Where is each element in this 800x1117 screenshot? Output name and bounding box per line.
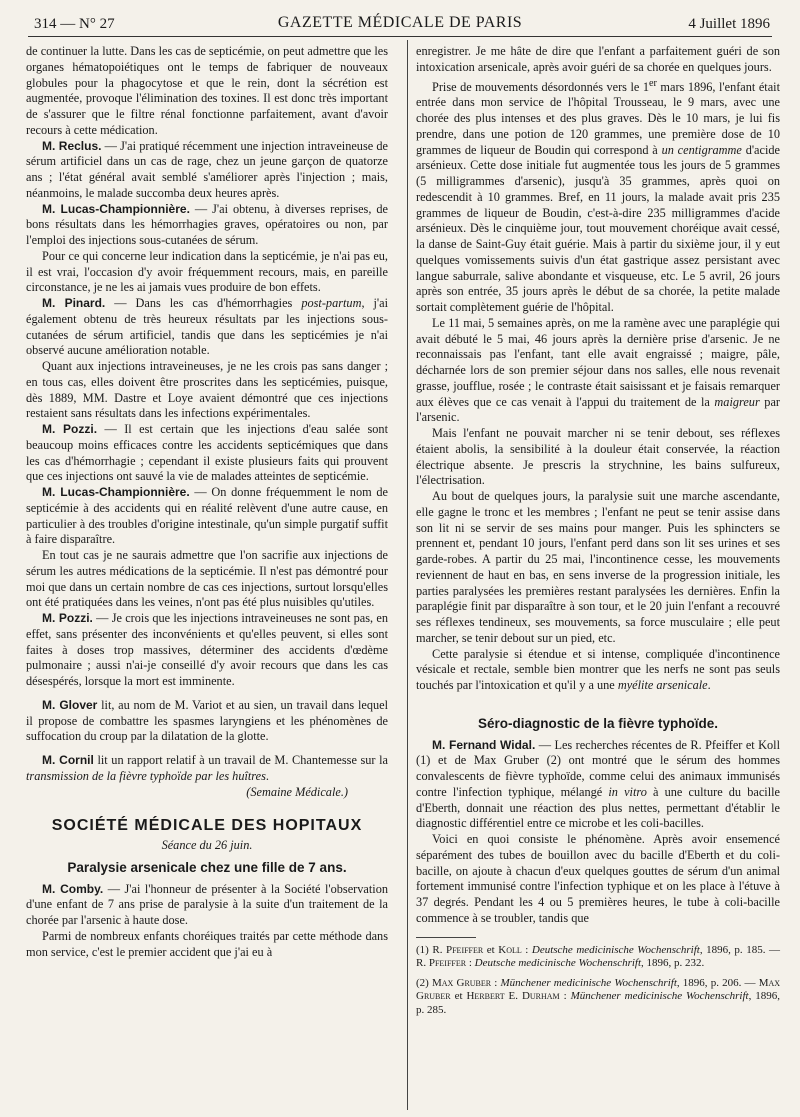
journal-name: Münchener medicinische Wochenschrift [500, 976, 677, 989]
journal-name: Münchener medicinische Wochenschrift [570, 990, 749, 1003]
text-run: Cette paralysie si étendue et si intense, compliquée d'incontinence vésicale et rectale, semble bien montrer que les nerfs ne sont pas seuls touchés par l'intoxication et qu'il y a une [416, 646, 780, 693]
issue-date: 4 Juillet 1896 [688, 16, 770, 32]
speech-text: — Je crois que les injections intraveineuses ne sont pas, en effet, sans présenter des inconvénients et qu'elles peuvent, si elles sont faites à doses trop massives, déterminer des accidents d'œdème pulmonaire ; aussi n'ai-je conseillé d'y avoir recours que dans les cas désespérés, lorsque la mort est imminente. [26, 611, 388, 688]
paragraph: Mais l'enfant ne pouvait marcher ni se tenir debout, ses réflexes étaient abolis, la sensibilité à la douleur était conservée, la réaction électrique absente. Je prescris la strychnine, les bains sulfureux, l'électrisation. [416, 426, 780, 488]
speaker-name: M. Pozzi. [42, 611, 93, 625]
speech-text: — J'ai obtenu, à diverses reprises, de bons résultats dans les hémorrhagies graves, opératoires ou non, par l'emploi des injections sous-cutanées de sérum. [26, 201, 388, 247]
section-heading: SOCIÉTÉ MÉDICALE DES HOPITAUX [51, 817, 363, 835]
paragraph: Au bout de quelques jours, la paralysie suit une marche ascendante, elle gagne le tronc et les membres ; l'enfant ne peut se tenir assise dans son lit ni se servir de ses mains pour manger. Puis les sphincters se prennent et, pendant 10 jours, l'enfant perd dans son lit ses urines et ses garde-robes. A partir du 25 mai, l'incontinence cesse, les mouvements reviennent de haut en bas, en sens inverse de la progression initiale, les parties paralysées les premières restant paralysées les dernières. Enfin la paraplégie finit par disparaître à son tour, et le 20 juin l'enfant a recouvré ses réflexes tendineux, ses mouvements, sa force musculaire ; elle peut marcher, se tenir debout sur un pied, etc. [416, 489, 780, 645]
speech-text: , j'ai également obtenu de très heureux résultats par les injections sous-cutanées de sérum artificiel, tandis que dans les septicémies je n'ai observé aucune amélioration notable. [26, 296, 389, 358]
speech-text: lit, au nom de M. Variot et au sien, un travail dans lequel il propose de combattre les spasmes laryngiens et les phénomènes de suffocation du croup par la dilatation de la glotte. [26, 697, 388, 744]
article-subtitle: Paralysie arsenicale chez une fille de 7 ans. [67, 859, 347, 875]
text-run: et [450, 990, 467, 1003]
footnote [416, 944, 780, 971]
speaker-name: M. Cornil [42, 753, 94, 767]
paragraph: de continuer la lutte. Dans les cas de septicémie, on peut admettre que les organes hématopoiétiques ont le temps de fabriquer de nouveaux globules pour la phagocytose et que le rein, dont la sécrétion est augmentée, provoque l'élimination des toxines. Il est donc très important de s'assurer que le filtre rénal fonctionne parfaitement, avant d'avoir recours à cette médication. [26, 44, 388, 137]
right-column [416, 44, 780, 1017]
paragraph [26, 485, 388, 548]
footnote [416, 977, 780, 1018]
speech-text: — Dans les cas d'hémorrhagies [105, 296, 302, 310]
text-run: : [491, 976, 501, 989]
speaker-name: M. Comby. [42, 881, 104, 896]
speaker-name: M. Pinard. [42, 296, 106, 310]
paragraph [416, 738, 780, 833]
paragraph: enregistrer. Je me hâte de dire que l'enfant a parfaitement guéri de son intoxication arsenicale, après avoir guéri de sa chorée en quelques jours. [416, 44, 780, 74]
emphasis-text: myélite arsenicale [617, 678, 708, 693]
paragraph: Quant aux injections intraveineuses, je ne les crois pas sans danger ; en tous cas, elles doivent être proscrites dans les septicémies, puisque, dès 1889, MM. Dastre et Loye avaient démontré que ces injections restaient sans résultats dans les infections expérimentales. [26, 359, 388, 421]
emphasis-text: post-partum [301, 296, 362, 310]
journal-name: Deutsche medicinische Wochenschrift [531, 943, 700, 956]
text-run: : [521, 943, 532, 956]
page-number: 314 — N° 27 [34, 16, 115, 32]
speech-text: — Les recherches récentes de R. Pfeiffer et Koll (1) et de Max Gruber (2) ont montré que le sérum des hommes convalescents de fièvre typhoïde, comme celui des animaux immunisés contre l'infection typhique, mélangé [416, 737, 780, 799]
journal-title: GAZETTE MÉDICALE DE PARIS [277, 14, 523, 31]
paragraph [26, 698, 388, 745]
text-run: d'acide arsénieux. Cette dose initiale fut augmentée tous les jours de 5 grammes (5 milligrammes d'arsenic), jusqu'à 35 grammes, après quoi on redescendit à 10 grammes. Bref, en 11 jours, la malade avait pris 235 grammes de liqueur de Boudin, c'est-à-dire 235 milligrammes d'acide arsénieux. Dès le cinquième jour, tout mouvement choréique avait cessé, la danse de Saint-Guy était guérie. Mais à partir du sixième jour, il y eut quelques vomissements suivis d'un état gastrique assez persistant avec langue saburrale, salive abondante et visqueuse, etc. Le 5 avril, 26 jours après son entrée, 35 jours après le début de sa chorée, la petite malade sortait complètement guérie de l'hôpital. [416, 142, 780, 315]
paragraph [26, 882, 388, 929]
speech-text: — J'ai pratiqué récemment une injection intraveineuse de sérum artificiel dans un cas de rage, chez un jeune garçon de quatorze ans ; l'état général avait semblé s'améliorer après l'injection ; mais, néanmoins, le malade succomba deux heures après. [26, 138, 388, 200]
speech-text: — J'ai l'honneur de présenter à la Société l'observation d'une enfant de 7 ans prise de paralysie à la suite d'un traitement de la chorée par l'arsenic à haute dose. [26, 881, 388, 927]
footnotes [416, 944, 780, 1018]
text-run: et [483, 943, 499, 956]
page-header [28, 10, 772, 37]
speaker-name: M. Lucas-Championnière. [42, 485, 190, 499]
article-subtitle: Séro-diagnostic de la fièvre typhoïde. [477, 715, 719, 731]
speech-text: . [265, 768, 269, 783]
author-name: Herbert E. Durham [466, 990, 560, 1003]
paragraph [416, 76, 780, 316]
text-run: , 1896, p. 185. — R. [416, 943, 780, 970]
author-name: Koll [498, 943, 522, 956]
speaker-name: M. Reclus. [42, 138, 102, 153]
text-run: . [707, 678, 711, 693]
text-run: mars 1896, l'enfant était entrée dans mon service de l'hôpital Trousseau, le 9 mars, avec une chorée des plus intenses et des plus graves. Dès le 10 mars, je lui fis prendre, dans une potion de 120 grammes, une première dose de 10 grammes de liqueur de Boudin qui correspond à [416, 79, 780, 157]
text-run: par l'arsenic. [416, 394, 780, 425]
author-name: Pfeiffer [445, 943, 484, 956]
text-run: , 1896, p. 285. [416, 990, 781, 1016]
emphasis-text: maigreur [714, 394, 760, 409]
speaker-name: M. Glover [42, 697, 98, 712]
paragraph: Voici en quoi consiste le phénomène. Après avoir ensemencé séparément des tubes de bouillon avec du bacille d'Eberth et du coli-bacille, on ajoute à chacun d'eux quelques gouttes de sérum d'un animal fortement immunisé contre l'infection typhique et on les place à l'étuve à 37 degrés. Pendant les 4 ou 5 premières heures, le tube à coli-bacille commence à se troubler, tandis que [416, 832, 780, 925]
text-run: Prise de mouvements désordonnés vers le 1 [432, 79, 649, 94]
paragraph [26, 753, 388, 785]
speaker-name: M. Fernand Widal. [432, 737, 536, 752]
speaker-name: M. Pozzi. [42, 422, 98, 436]
paragraph [26, 422, 388, 485]
text-run: Le 11 mai, 5 semaines après, on me la ramène avec une paraplégie qui avait débuté le 5 mai, 46 jours après la dernière prise d'arsenic. Je ne reconnaissais pas l'enfant, tant elle avait engraissé ; maigre, pâle, décharnée lors de son premier séjour dans nos salles, elle nous revenait grasse, joufflue, rosée ; le contraste était saisissant et je faisais remarquer aux élèves que ce cas venait à l'appui du traitement de la [416, 315, 780, 409]
text-run: (1) R. [416, 943, 446, 956]
column-divider [407, 40, 408, 1110]
author-name: Max Gruber [416, 976, 781, 1003]
footnote-separator [416, 937, 476, 938]
paragraph [416, 647, 780, 694]
paragraph: En tout cas je ne saurais admettre que l'on sacrifie aux injections de sérum les autres médications de la septicémie. Il n'est pas démontré pour moi que dans un certain nombre de cas ces injections, surtout lorsqu'elles ont été pratiquées dans les veines, n'ont pas été plus nuisibles qu'utiles. [26, 548, 388, 610]
emphasis-text: transmission de la fièvre typhoïde par les huîtres [26, 768, 266, 783]
superscript: er [648, 77, 657, 89]
author-name: Max Gruber [432, 976, 492, 989]
paragraph [26, 611, 388, 690]
paragraph [26, 202, 388, 249]
text-run: : [559, 990, 571, 1003]
text-run: : [466, 957, 475, 970]
paragraph [26, 296, 388, 359]
text-run: , 1896, p. 232. [641, 957, 705, 970]
session-date: Séance du 26 juin. [161, 838, 253, 852]
emphasis-text: un centigramme [661, 142, 742, 157]
emphasis-text: in vitro [608, 784, 647, 799]
speech-text: lit un rapport relatif à un travail de M. Chantemesse sur la [93, 753, 388, 767]
speech-text: à une culture du bacille d'Eberth, donnait une réaction des plus nettes, permettant d'établir le diagnostic différentiel entre ce microbe et les coli-bacilles. [416, 784, 780, 831]
paragraph [26, 139, 388, 202]
speech-text: — Il est certain que les injections d'eau salée sont beaucoup moins efficaces contre les accidents septicémiques que dans les cas d'hémorrhagie ; cependant il existe plusieurs faits qui prouvent que ces injections ont sauvé la vie de malades atteintes de septicémie. [26, 422, 388, 484]
paragraph [416, 316, 780, 426]
paragraph: Parmi de nombreux enfants choréiques traités par cette méthode dans mon service, c'est le premier accident que j'ai eu à [26, 928, 388, 959]
paragraph: Pour ce qui concerne leur indication dans la septicémie, je n'ai pas eu, il est vrai, l'occasion d'y avoir fréquemment recours, mais, en pareille circonstance, je ne les ai jamais vues produire de bon effets. [26, 248, 388, 295]
left-column [26, 44, 388, 960]
journal-name: Deutsche medicinische Wochenschrift [474, 957, 642, 970]
author-name: Pfeiffer [428, 957, 467, 970]
source-signature: (Semaine Médicale.) [246, 784, 348, 799]
text-run: (2) [416, 976, 432, 989]
speech-text: — On donne fréquemment le nom de septicémie à des accidents qui en réalité relèvent d'une autre cause, en particulier à des troubles d'origine intestinale, qu'un simple purgatif suffit à faire disparaître. [26, 485, 388, 547]
text-run: , 1896, p. 206. — [676, 976, 759, 989]
speaker-name: M. Lucas-Championnière. [42, 201, 190, 216]
